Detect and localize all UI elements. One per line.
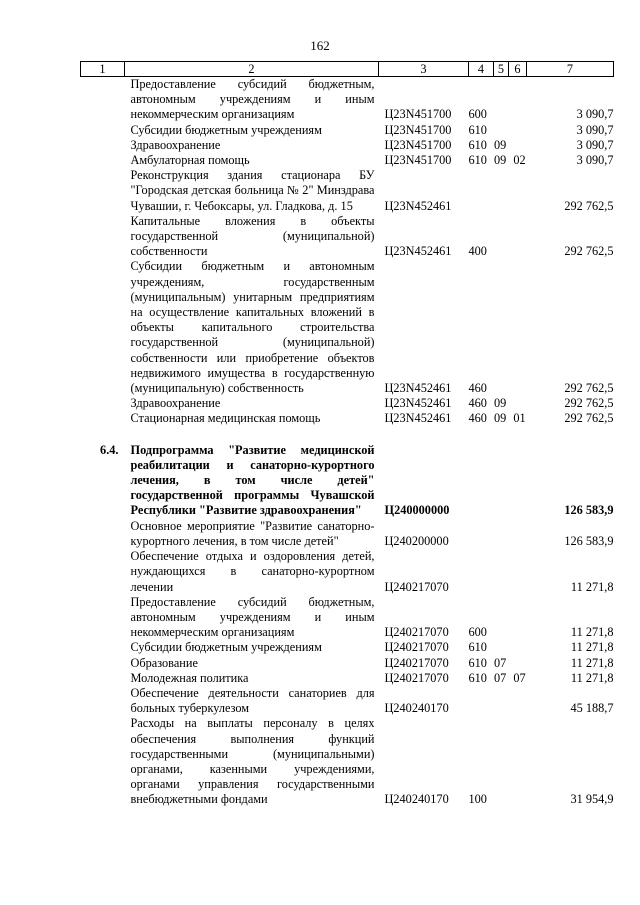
row-code: Ц23N452461 — [384, 198, 452, 213]
row-amount: 11 271,8 — [570, 670, 614, 685]
table-row — [81, 411, 614, 426]
row-name: Стационарная медицинская помощь — [130, 411, 321, 426]
row-subcodes: 610 — [468, 640, 487, 655]
header-col-2: 2 — [125, 62, 379, 77]
row-number — [81, 640, 125, 655]
row-amount: 11 271,8 — [570, 655, 614, 670]
table-row — [81, 686, 614, 716]
row-code: Ц240217070 — [384, 670, 449, 685]
table-header-row — [81, 62, 614, 77]
row-number — [81, 411, 125, 426]
table-row — [81, 214, 614, 260]
row-amount: 126 583,9 — [564, 533, 614, 548]
table-row — [81, 640, 614, 655]
row-code: Ц240240170 — [384, 701, 449, 716]
header-col-3: 3 — [379, 62, 469, 77]
row-number — [81, 519, 125, 549]
row-code: Ц240217070 — [384, 625, 449, 640]
row-amount: 292 762,5 — [564, 198, 614, 213]
row-subcodes — [469, 519, 527, 549]
row-number — [81, 77, 125, 123]
row-number — [81, 259, 125, 396]
row-subcodes: 610 07 07 — [468, 670, 526, 685]
table-row — [81, 138, 614, 153]
row-code: Ц240217070 — [384, 579, 449, 594]
row-code: Ц23N452461 — [384, 396, 452, 411]
row-subcodes: 610 — [468, 122, 487, 137]
row-amount: 292 762,5 — [564, 411, 614, 426]
row-number — [81, 396, 125, 411]
row-code: Ц240217070 — [384, 655, 449, 670]
row-subcodes: 610 07 — [468, 655, 507, 670]
row-number — [81, 656, 125, 671]
row-name: Основное мероприятие "Развитие санаторно-курортного лечения, в том числе детей" — [130, 518, 375, 548]
table-spacer-row — [81, 427, 614, 443]
row-number — [81, 214, 125, 260]
row-amount: 3 090,7 — [576, 107, 614, 122]
subprogram-row — [81, 443, 614, 519]
row-name: Здравоохранение — [130, 396, 221, 411]
row-subcodes: 610 09 02 — [468, 153, 526, 168]
row-name: Образование — [130, 655, 198, 670]
row-name: Субсидии бюджетным учреждениям — [130, 640, 322, 655]
row-name: Расходы на выплаты персоналу в целях обеспечения выполнения функций государственными (муниципальными) органами, казенными учреждениями, органами управления государственными внебюджетными фондами — [130, 716, 375, 807]
row-subcodes: 460 — [468, 381, 487, 396]
row-subcodes: 600 — [468, 625, 487, 640]
table-row — [81, 396, 614, 411]
row-number — [81, 549, 125, 595]
header-col-7: 7 — [527, 62, 614, 77]
row-number — [81, 595, 125, 641]
row-subcodes: 600 — [468, 107, 487, 122]
row-code: Ц23N451700 — [384, 137, 452, 152]
row-name: Амбулаторная помощь — [130, 153, 250, 168]
row-amount: 3 090,7 — [576, 122, 614, 137]
row-code: Ц23N451700 — [384, 153, 452, 168]
row-amount: 3 090,7 — [576, 153, 614, 168]
row-name: Капитальные вложения в объекты государственной (муниципальной) собственности — [130, 213, 375, 259]
row-number: 6.4. — [100, 442, 119, 457]
table-row — [81, 716, 614, 807]
row-amount: 126 583,9 — [564, 503, 614, 518]
row-code: Ц23N452461 — [384, 381, 452, 396]
row-subcodes: 100 — [468, 792, 487, 807]
table-row — [81, 671, 614, 686]
row-name: Предоставление субсидий бюджетным, автономным учреждениям и иным некоммерческим организациям — [130, 77, 375, 122]
header-col-4: 4 — [469, 62, 494, 77]
row-name: Обеспечение отдыха и оздоровления детей, нуждающихся в санаторно-курортном лечении — [130, 549, 375, 594]
row-code: Ц240240170 — [384, 792, 449, 807]
budget-table — [80, 61, 614, 808]
row-amount: 11 271,8 — [570, 640, 614, 655]
row-number — [81, 671, 125, 686]
row-amount: 31 954,9 — [570, 792, 614, 807]
row-code: Ц240000000 — [384, 503, 450, 518]
row-subcodes: 460 09 — [468, 396, 507, 411]
row-code: Ц23N451700 — [384, 107, 452, 122]
header-col-6: 6 — [509, 62, 527, 77]
header-col-5: 5 — [494, 62, 509, 77]
row-amount: 292 762,5 — [564, 381, 614, 396]
table-row — [81, 77, 614, 123]
table-row — [81, 595, 614, 641]
row-subcodes — [469, 549, 527, 595]
row-code: Ц240217070 — [384, 640, 449, 655]
row-code: Ц23N452461 — [384, 411, 452, 426]
page-number: 162 — [310, 38, 330, 53]
table-row — [81, 656, 614, 671]
row-subcodes — [469, 686, 527, 716]
row-code: Ц23N452461 — [384, 244, 452, 259]
table-row — [81, 519, 614, 549]
table-row — [81, 168, 614, 214]
row-name: Предоставление субсидий бюджетным, автономным учреждениям и иным некоммерческим организациям — [130, 594, 375, 640]
row-code: Ц240200000 — [384, 533, 449, 548]
row-subcodes — [469, 168, 527, 214]
row-subcodes: 460 09 01 — [468, 411, 526, 426]
row-subcodes — [469, 443, 527, 519]
row-number — [81, 686, 125, 716]
row-number — [81, 716, 125, 807]
row-name: Субсидии бюджетным и автономным учреждениям, государственным (муниципальным) унитарным предприятиям на осуществление капитальных вложений в объекты капитального строительства государственной (муниципальной) собственности или приобретение объектов недвижимого имущества в государственную (муниципальную) собственность — [130, 259, 375, 396]
row-name: Реконструкция здания стационара БУ "Городская детская больница № 2" Минздрава Чувашии, г. Чебоксары, ул. Гладкова, д. 15 — [130, 168, 375, 213]
row-name: Субсидии бюджетным учреждениям — [130, 122, 322, 137]
row-code: Ц23N451700 — [384, 122, 452, 137]
row-amount: 45 188,7 — [570, 701, 614, 716]
row-subcodes: 610 09 — [468, 137, 507, 152]
row-name: Здравоохранение — [130, 137, 221, 152]
table-row — [81, 259, 614, 396]
row-number — [81, 123, 125, 138]
row-number — [81, 168, 125, 214]
table-row — [81, 549, 614, 595]
table-row — [81, 123, 614, 138]
row-subcodes: 400 — [468, 244, 487, 259]
table-row — [81, 153, 614, 168]
row-name: Обеспечение деятельности санаториев для больных туберкулезом — [130, 685, 375, 716]
row-number — [81, 153, 125, 168]
row-name: Подпрограмма "Развитие медицинской реабилитации и санаторно-курортного лечения, в том числе детей" государственной программы Чувашской Республики "Развитие здравоохранения" — [130, 442, 375, 518]
row-amount: 292 762,5 — [564, 396, 614, 411]
row-amount: 3 090,7 — [576, 137, 614, 152]
row-name: Молодежная политика — [130, 670, 249, 685]
row-amount: 11 271,8 — [570, 625, 614, 640]
row-amount: 11 271,8 — [570, 579, 614, 594]
row-amount: 292 762,5 — [564, 244, 614, 259]
header-col-1: 1 — [81, 62, 125, 77]
row-number — [81, 138, 125, 153]
